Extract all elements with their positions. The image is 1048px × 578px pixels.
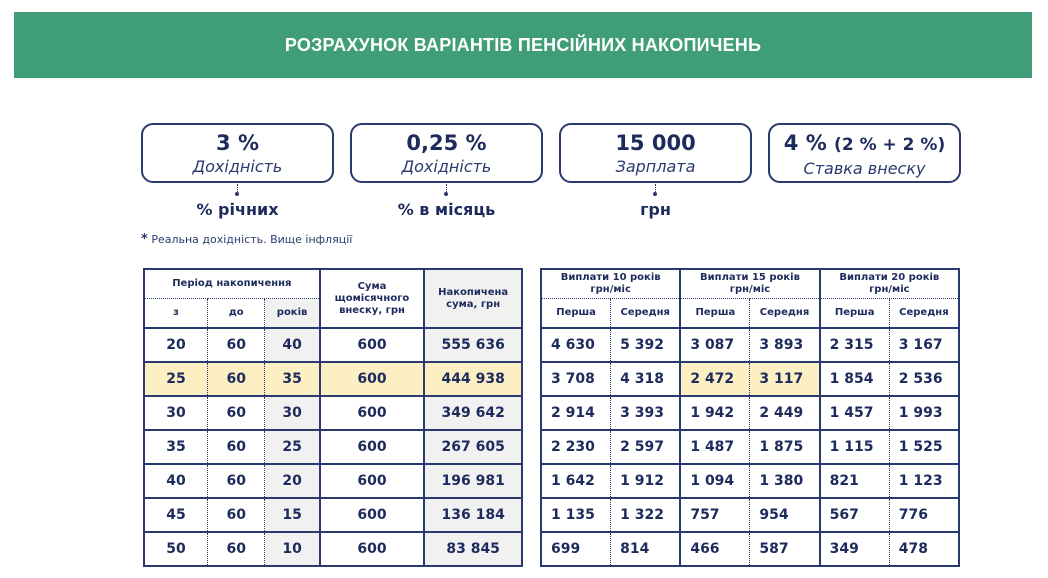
page-title-banner [14,12,1032,78]
cell-payout-first: 349 [820,532,890,566]
payout-group-title: Виплати 20 років [839,272,940,283]
cell-payout-average: 2 597 [611,430,681,464]
header-payout-10 [541,269,680,299]
cell-to: 60 [207,328,265,362]
cell-payout-average: 3 893 [750,328,820,362]
header-first: Перша [820,299,890,329]
payout-group-unit: грн/міс [590,284,631,295]
card-contribution-rate [768,123,961,183]
cell-monthly: 600 [320,396,425,430]
card-value: 4 % [783,131,827,155]
cell-payout-average: 776 [889,498,959,532]
cell-monthly: 600 [320,532,425,566]
cell-payout-first: 1 115 [820,430,890,464]
cell-monthly: 600 [320,430,425,464]
cell-payout-average: 1 993 [889,396,959,430]
cell-payout-first: 3 708 [541,362,611,396]
cell-payout-average: 478 [889,532,959,566]
cell-payout-first: 1 854 [820,362,890,396]
table-row [144,396,522,430]
cell-payout-average: 1 525 [889,430,959,464]
cell-monthly: 600 [320,498,425,532]
card-caption: Дохідність [401,157,492,176]
header-to: до [207,299,265,329]
cell-to: 60 [207,464,265,498]
card-caption: Зарплата [615,157,696,176]
card-unit: % в місяць [397,200,496,219]
connector-dot [235,192,239,196]
payout-group-unit: грн/міс [869,284,910,295]
header-years: років [265,299,320,329]
header-payout-15 [680,269,819,299]
table-row [541,362,959,396]
page-title: РОЗРАХУНОК ВАРІАНТІВ ПЕНСІЙНИХ НАКОПИЧЕНЬ [284,34,762,55]
header-average: Середня [889,299,959,329]
cell-payout-first: 2 472 [680,362,750,396]
cell-payout-first: 1 642 [541,464,611,498]
header-average: Середня [611,299,681,329]
header-payout-20 [820,269,959,299]
cell-from: 45 [144,498,207,532]
cell-monthly: 600 [320,362,425,396]
header-first: Перша [556,307,596,318]
cell-payout-first: 757 [680,498,750,532]
header-first: Перша [680,299,750,329]
cell-from: 35 [144,430,207,464]
cell-payout-first: 567 [820,498,890,532]
cell-payout-average: 5 392 [611,328,681,362]
table-row [144,362,522,396]
cell-payout-first: 1 457 [820,396,890,430]
payout-group-title: Виплати 15 років [700,272,800,283]
cell-accumulated: 444 938 [424,362,522,396]
table-row [541,430,959,464]
card-value: 3 % [216,131,259,155]
cell-to: 60 [207,532,265,566]
cell-payout-average: 1 912 [611,464,681,498]
header-from: з [173,307,179,318]
cell-payout-average: 814 [611,532,681,566]
cell-from: 30 [144,396,207,430]
header-period: Період накопичення [144,269,320,299]
cell-payout-average: 2 449 [750,396,820,430]
cell-from: 20 [144,328,207,362]
cell-payout-average: 1 380 [750,464,820,498]
cell-payout-average: 587 [750,532,820,566]
connector-dot [653,192,657,196]
cell-payout-first: 699 [541,532,611,566]
payout-group-title: Виплати 10 років [560,272,661,283]
table-row [144,328,522,362]
cell-payout-average: 1 875 [750,430,820,464]
connector-dot [444,192,448,196]
cell-accumulated: 267 605 [424,430,522,464]
cell-payout-first: 1 135 [541,498,611,532]
header-average: Середня [750,299,820,329]
table-row [541,498,959,532]
cell-payout-first: 3 087 [680,328,750,362]
cell-payout-first: 2 315 [820,328,890,362]
card-unit: грн [640,200,671,219]
cell-years: 25 [265,430,320,464]
cell-years: 35 [265,362,320,396]
card-annual-yield [141,123,334,183]
cell-monthly: 600 [320,464,425,498]
cell-payout-first: 2 914 [541,396,611,430]
cell-from: 50 [144,532,207,566]
card-value-extra: (2 % + 2 %) [834,135,946,155]
cell-payout-average: 1 123 [889,464,959,498]
cell-accumulated: 136 184 [424,498,522,532]
header-monthly: Сума щомісячного внеску, грн [320,269,425,328]
table-row [541,464,959,498]
accumulation-table [143,268,523,567]
cell-payout-average: 3 117 [750,362,820,396]
card-salary [559,123,752,183]
card-unit: % річних [196,200,279,219]
cell-from: 25 [144,362,207,396]
card-value: 15 000 [615,131,696,155]
cell-years: 30 [265,396,320,430]
cell-to: 60 [207,362,265,396]
footnote [141,232,352,247]
cell-payout-first: 1 487 [680,430,750,464]
cell-years: 10 [265,532,320,566]
cell-payout-average: 1 322 [611,498,681,532]
payout-table [540,268,960,567]
cell-from: 40 [144,464,207,498]
header-accumulated: Накопичена сума, грн [424,269,522,328]
card-monthly-yield [350,123,543,183]
cell-years: 40 [265,328,320,362]
table-row [541,532,959,566]
cell-payout-first: 821 [820,464,890,498]
cell-monthly: 600 [320,328,425,362]
table-row [144,498,522,532]
cell-payout-average: 3 393 [611,396,681,430]
footnote-text: Реальна дохідність. Вище інфляції [151,233,353,246]
table-row [541,328,959,362]
cell-accumulated: 555 636 [424,328,522,362]
cell-payout-first: 4 630 [541,328,611,362]
cell-years: 20 [265,464,320,498]
cell-payout-average: 3 167 [889,328,959,362]
table-row [541,396,959,430]
table-row [144,464,522,498]
cell-years: 15 [265,498,320,532]
table-row [144,430,522,464]
footnote-star: * [141,232,148,247]
card-caption: Дохідність [192,157,283,176]
cell-payout-average: 954 [750,498,820,532]
cell-accumulated: 196 981 [424,464,522,498]
cell-to: 60 [207,396,265,430]
card-value-wrap [770,131,959,157]
table-row [144,532,522,566]
cell-accumulated: 349 642 [424,396,522,430]
card-value: 0,25 % [406,131,487,155]
cell-payout-average: 4 318 [611,362,681,396]
cell-to: 60 [207,498,265,532]
cell-payout-first: 2 230 [541,430,611,464]
payout-group-unit: грн/міс [729,284,771,295]
cell-payout-average: 2 536 [889,362,959,396]
cell-payout-first: 466 [680,532,750,566]
cell-to: 60 [207,430,265,464]
cell-payout-first: 1 094 [680,464,750,498]
cell-accumulated: 83 845 [424,532,522,566]
card-caption: Ставка внеску [803,159,926,178]
cell-payout-first: 1 942 [680,396,750,430]
